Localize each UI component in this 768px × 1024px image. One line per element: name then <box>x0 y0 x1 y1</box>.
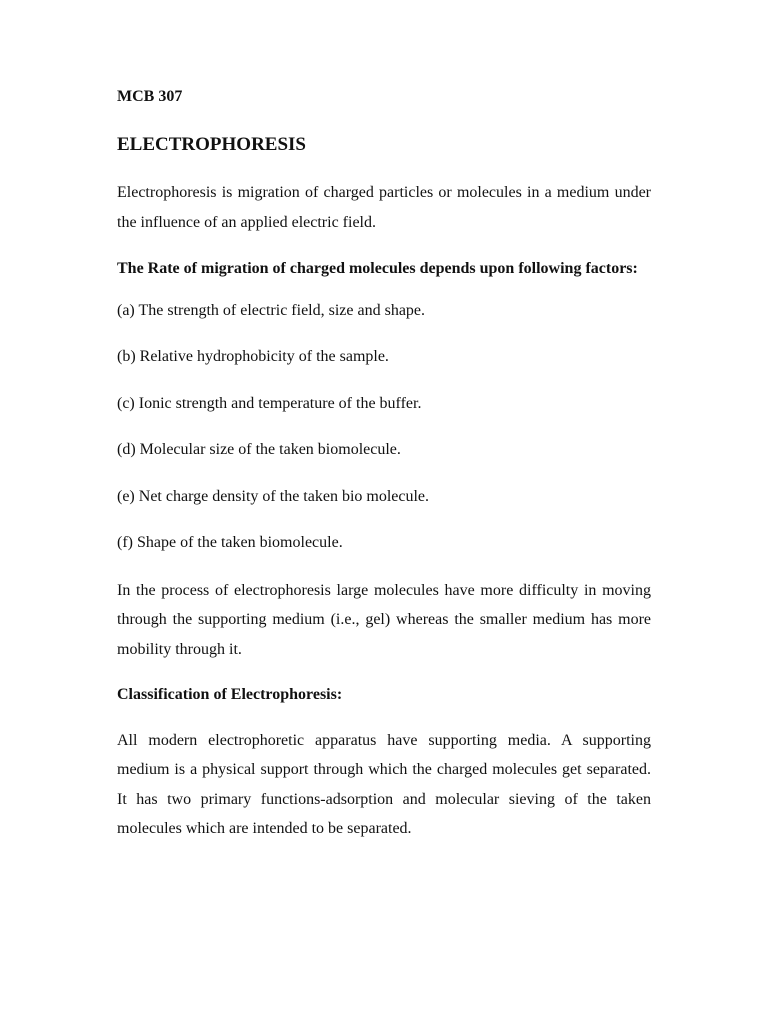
rate-heading: The Rate of migration of charged molecules depends upon following factors: <box>117 260 638 277</box>
document-page <box>117 86 651 844</box>
process-paragraph: In the process of electrophoresis large molecules have more difficulty in moving through the supporting medium (i.e., gel) whereas the smaller medium has more mobility through it. <box>117 581 651 658</box>
factor-item-c: (c) Ionic strength and temperature of the buffer. <box>117 394 422 412</box>
factor-item-d: (d) Molecular size of the taken biomolecule. <box>117 441 401 458</box>
classification-heading: Classification of Electrophoresis: <box>117 686 343 703</box>
factor-list <box>117 300 651 555</box>
course-code: MCB 307 <box>117 88 183 105</box>
document-title: ELECTROPHORESIS <box>117 134 306 155</box>
factor-item-b: (b) Relative hydrophobicity of the sample. <box>117 348 389 365</box>
intro-paragraph: Electrophoresis is migration of charged particles or molecules in a medium under the influence of an applied electric field. <box>117 184 651 231</box>
factor-item-f: (f) Shape of the taken biomolecule. <box>117 534 343 551</box>
factor-item-a: (a) The strength of electric field, size and shape. <box>117 301 426 319</box>
supporting-media-paragraph: All modern electrophoretic apparatus have supporting media. A supporting medium is a physical support through which the charged molecules get separated. It has two primary functions-adsorption and molecular sieving of the taken molecules which are intended to be separated. <box>117 731 651 837</box>
factor-item-e: (e) Net charge density of the taken bio molecule. <box>117 487 430 505</box>
